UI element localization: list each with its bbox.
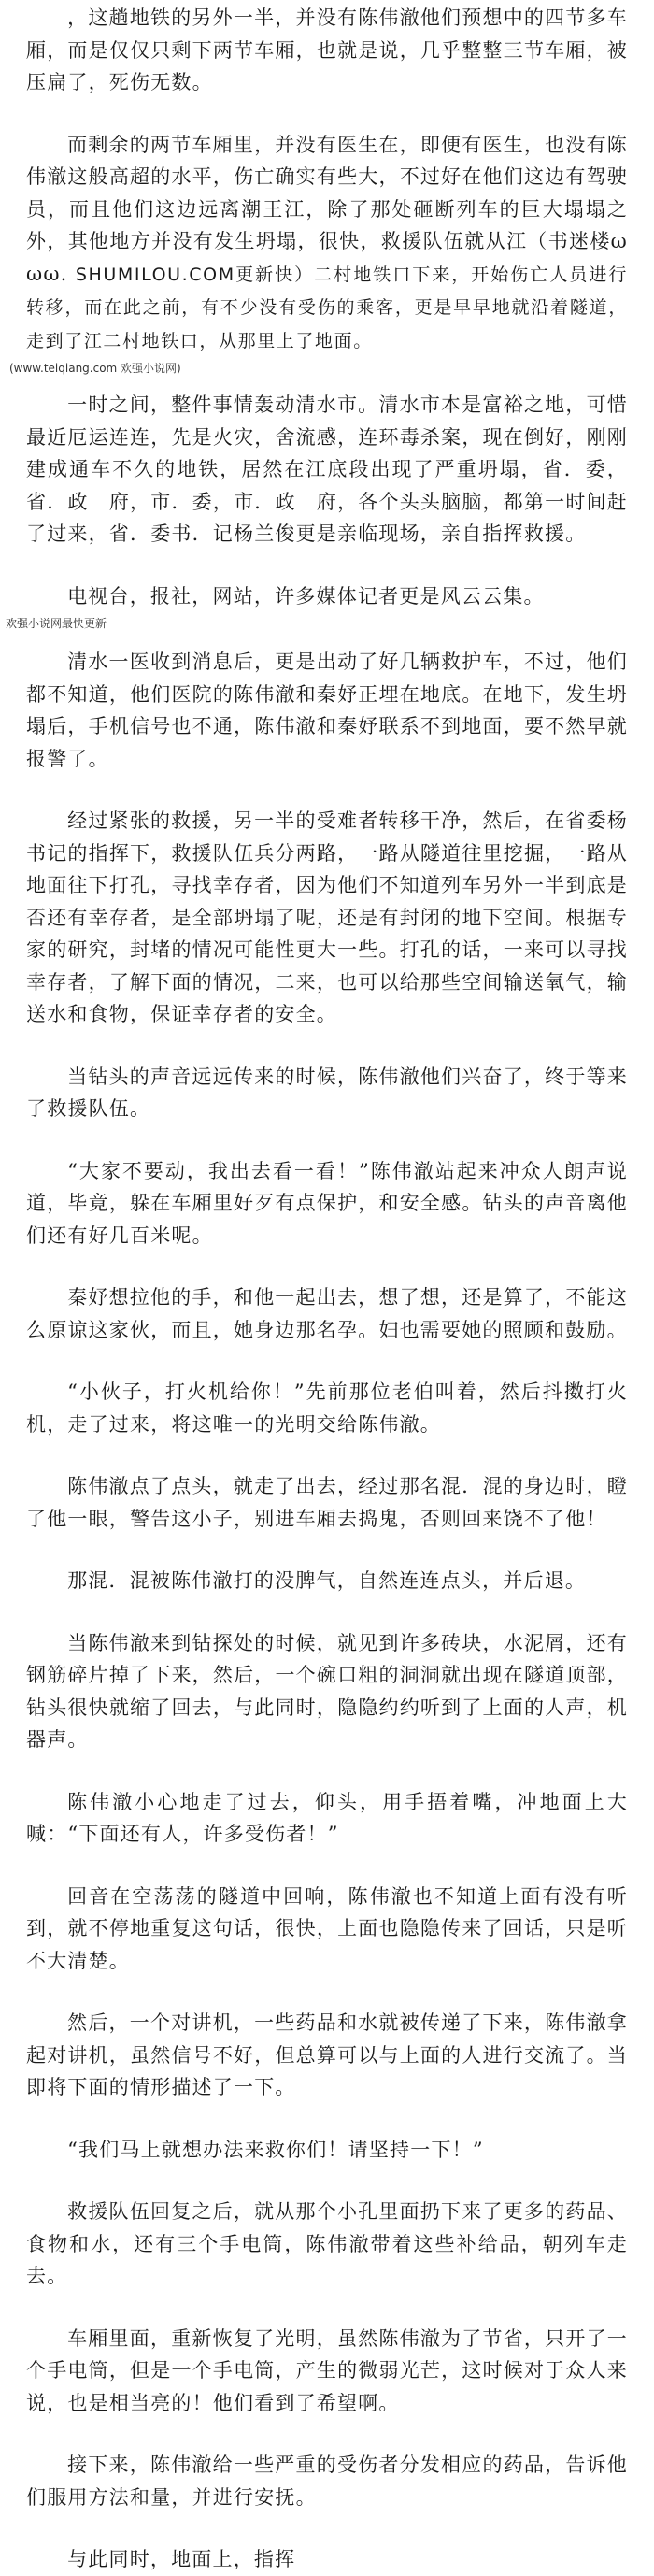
paragraph-7 (26, 1061, 628, 1125)
paragraph-9-text: 秦妤想拉他的手，和他一起出去，想了想，还是算了，不能这么原谅这家伙，而且，她身边那名孕。妇也需要她的照顾和鼓励。 (26, 1286, 628, 1341)
paragraph-18-text: 救援队伍回复之后，就从那个小孔里面扔下来了更多的药品、食物和水，还有三个手电筒，陈伟澈带着这些补给品，朝列车走去。 (26, 2200, 628, 2287)
paragraph-13 (26, 1627, 628, 1756)
paragraph-8 (26, 1155, 628, 1252)
paragraph-12-text: 那混．混被陈伟澈打的没脾气，自然连连点头，并后退。 (67, 1569, 587, 1592)
paragraph-2-text: 而剩余的两节车厢里，并没有医生在，即便有医生，也没有陈伟澈这般高超的水平，伤亡确实有些大，不过好在他们这边有驾驶员，而且他们这边远离潮王江，除了那处砸断列车的巨大塌塌之外，其他地方并没有发生坍塌，很快，救援队伍就从江（书迷楼ωωω. (26, 133, 628, 285)
paragraph-17 (26, 2134, 628, 2167)
paragraph-15 (26, 1881, 628, 1978)
paragraph-3 (26, 389, 628, 551)
paragraph-10-text: “小伙子，打火机给你！”先前那位老伯叫着，然后抖擞打火机，走了过来，将这唯一的光明交给陈伟澈。 (26, 1381, 628, 1436)
paragraph-7-text: 当钻头的声音远远传来的时候，陈伟澈他们兴奋了，终于等来了救援队伍。 (26, 1065, 628, 1120)
paragraph-8-text: “大家不要动，我出去看一看！”陈伟澈站起来冲众人朗声说道，毕竟，躲在车厢里好歹有点保护，和安全感。钻头的声音离他们还有好几百米呢。 (26, 1159, 628, 1247)
paragraph-17-text: “我们马上就想办法来救你们！请坚持一下！” (67, 2138, 484, 2161)
paragraph-10 (26, 1376, 628, 1440)
paragraph-21-text: 与此同时，地面上，指挥 (67, 2548, 296, 2570)
paragraph-5-text: 清水一医收到消息后，更是出动了好几辆救护车，不过，他们都不知道，他们医院的陈伟澈和秦妤正埋在地底。在地下，发生坍塌后，手机信号也不通，陈伟澈和秦妤联系不到地面，要不然早就报警了。 (26, 651, 628, 770)
paragraph-3-text: 一时之间，整件事情轰动清水市。清水市本是富裕之地，可惜最近厄运连连，先是火灾，舍流感，连环毒杀案，现在倒好，刚刚建成通车不久的地铁，居然在江底段出现了严重坍塌，省．委，省．政 府，市．委，市．政 府，各个头头脑脑，都第一时间赶了过来，省．委书．记杨兰俊更是亲临现场，亲自指挥救援。 (26, 394, 628, 545)
paragraph-5 (26, 646, 628, 775)
paragraph-1-text: ，这趟地铁的另外一半，并没有陈伟澈他们预想中的四节多车厢，而是仅仅只剩下两节车厢，也就是说，几乎整整三节车厢，被压扁了，死伤无数。 (26, 7, 628, 93)
paragraph-11 (26, 1470, 628, 1535)
site-domain-text: SHUMILOU.COM更新快）二村地铁口下来，开始伤亡人员进行转移，而在此之前，有不少没有受伤的乘客，更是早早地就沿着隧道，走到了江二村地铁口，从那里上了地面。 (26, 264, 628, 351)
paragraph-18 (26, 2196, 628, 2293)
paragraph-20 (26, 2449, 628, 2513)
paragraph-16-text: 然后，一个对讲机，一些药品和水就被传递了下来，陈伟澈拿起对讲机，虽然信号不好，但总算可以与上面的人进行交流了。当即将下面的情形描述了一下。 (26, 2011, 628, 2098)
paragraph-4 (26, 580, 628, 613)
paragraph-1 (26, 2, 628, 99)
paragraph-11-text: 陈伟澈点了点头，就走了出去，经过那名混．混的身边时，瞪了他一眼，警告这小子，别进车厢去捣鬼，否则回来饶不了他！ (26, 1475, 628, 1530)
paragraph-16 (26, 2007, 628, 2104)
paragraph-19-text: 车厢里面，重新恢复了光明，虽然陈伟澈为了节省，只开了一个手电筒，但是一个手电筒，产生的微弱光芒，这时候对于众人来说，也是相当亮的！他们看到了希望啊。 (26, 2326, 628, 2414)
paragraph-20-text: 接下来，陈伟澈给一些严重的受伤者分发相应的药品，告诉他们服用方法和量，并进行安抚。 (26, 2454, 628, 2509)
paragraph-15-text: 回音在空荡荡的隧道中回响，陈伟澈也不知道上面有没有听到，就不停地重复这句话，很快，上面也隐隐传来了回话，只是听不大清楚。 (26, 1884, 628, 1972)
paragraph-2 (26, 129, 628, 358)
paragraph-6 (26, 805, 628, 1031)
paragraph-21 (26, 2543, 628, 2576)
watermark-teiqiang: (www.teiqiang.com 欢强小说网) (9, 362, 181, 375)
paragraph-14 (26, 1786, 628, 1851)
paragraph-13-text: 当陈伟澈来到钻探处的时候，就见到许多砖块，水泥屑，还有钢筋碎片掉了下来，然后，一个碗口粗的洞洞就出现在隧道顶部，钻头很快就缩了回去，与此同时，隐隐约约听到了上面的人声，机器声。 (26, 1631, 628, 1751)
paragraph-12 (26, 1565, 628, 1597)
paragraph-9 (26, 1281, 628, 1346)
paragraph-19 (26, 2323, 628, 2420)
paragraph-4-text: 电视台，报社，网站，许多媒体记者更是风云云集。 (67, 584, 545, 608)
watermark-update: 欢强小说网最快更新 (6, 617, 107, 630)
paragraph-6-text: 经过紧张的救援，另一半的受难者转移干净，然后，在省委杨书记的指挥下，救援队伍兵分两路，一路从隧道往里挖掘，一路从地面往下打孔，寻找幸存者，因为他们不知道列车另外一半到底是否还有幸存者，是全部坍塌了呢，还是有封闭的地下空间。根据专家的研究，封堵的情况可能性更大一些。打孔的话，一来可以寻找幸存者，了解下面的情况，二来，也可以给那些空间输送氧气，输送水和食物，保证幸存者的安全。 (26, 809, 628, 1025)
paragraph-14-text: 陈伟澈小心地走了过去，仰头，用手捂着嘴，冲地面上大喊：“下面还有人，许多受伤者！” (26, 1790, 628, 1845)
